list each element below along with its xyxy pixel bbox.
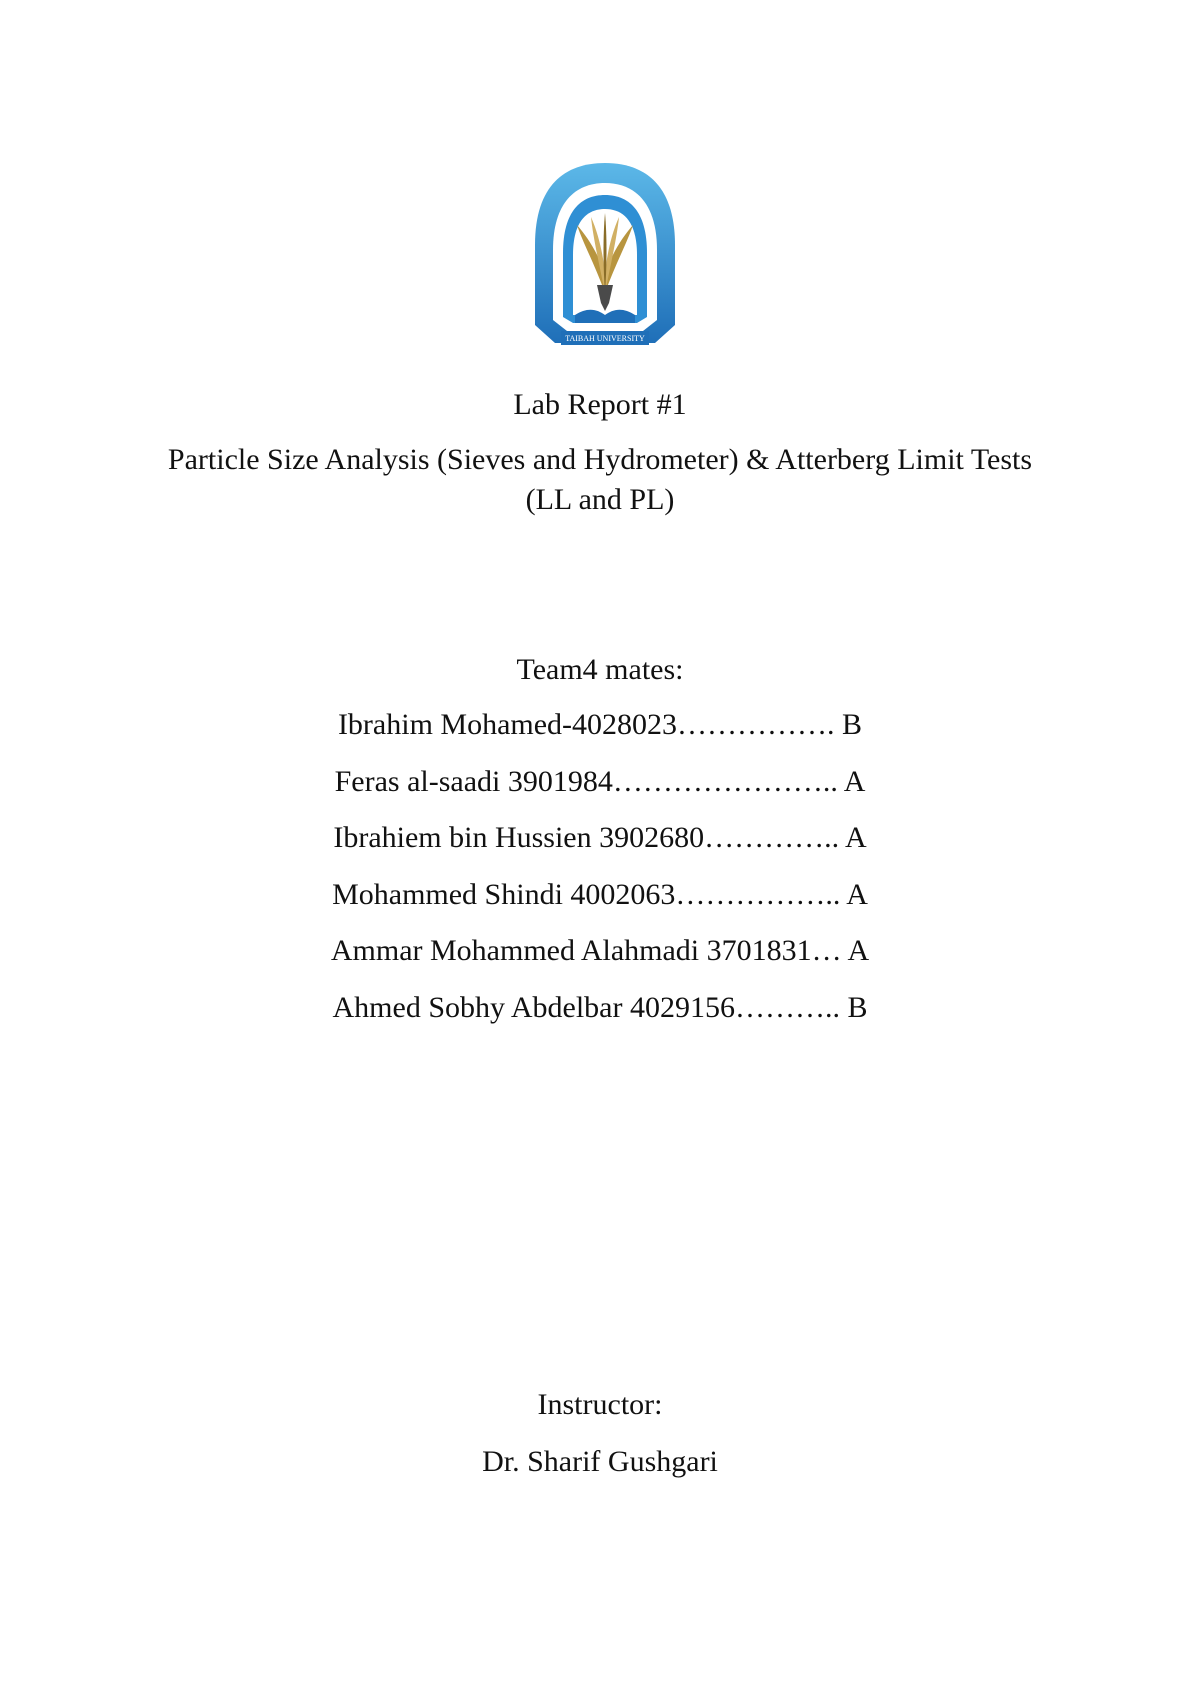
team-member: Ibrahiem bin Hussien 3902680………….. A: [333, 821, 867, 854]
instructor-label: Instructor:: [537, 1388, 663, 1421]
team-member: Mohammed Shindi 4002063…………….. A: [332, 877, 868, 911]
team-member: Ibrahim Mohamed-4028023……………. B: [337, 708, 863, 741]
logo-banner-text: TAIBAH UNIVERSITY: [565, 334, 645, 343]
team-heading: Team4 mates:: [516, 653, 684, 686]
report-label: Lab Report #1: [513, 388, 687, 421]
instructor-name: Dr. Sharif Gushgari: [482, 1445, 718, 1478]
report-title: Particle Size Analysis (Sieves and Hydrometer) & Atterberg Limit Tests (LL and PL): [167, 443, 1033, 516]
team-member-list: [0, 705, 1200, 1044]
university-logo-icon: [525, 155, 685, 357]
team-member: Feras al-saadi 3901984………………….. A: [334, 764, 866, 798]
team-member: Ammar Mohammed Alahmadi 3701831… A: [330, 934, 870, 967]
team-member: Ahmed Sobhy Abdelbar 4029156……….. B: [332, 990, 868, 1024]
